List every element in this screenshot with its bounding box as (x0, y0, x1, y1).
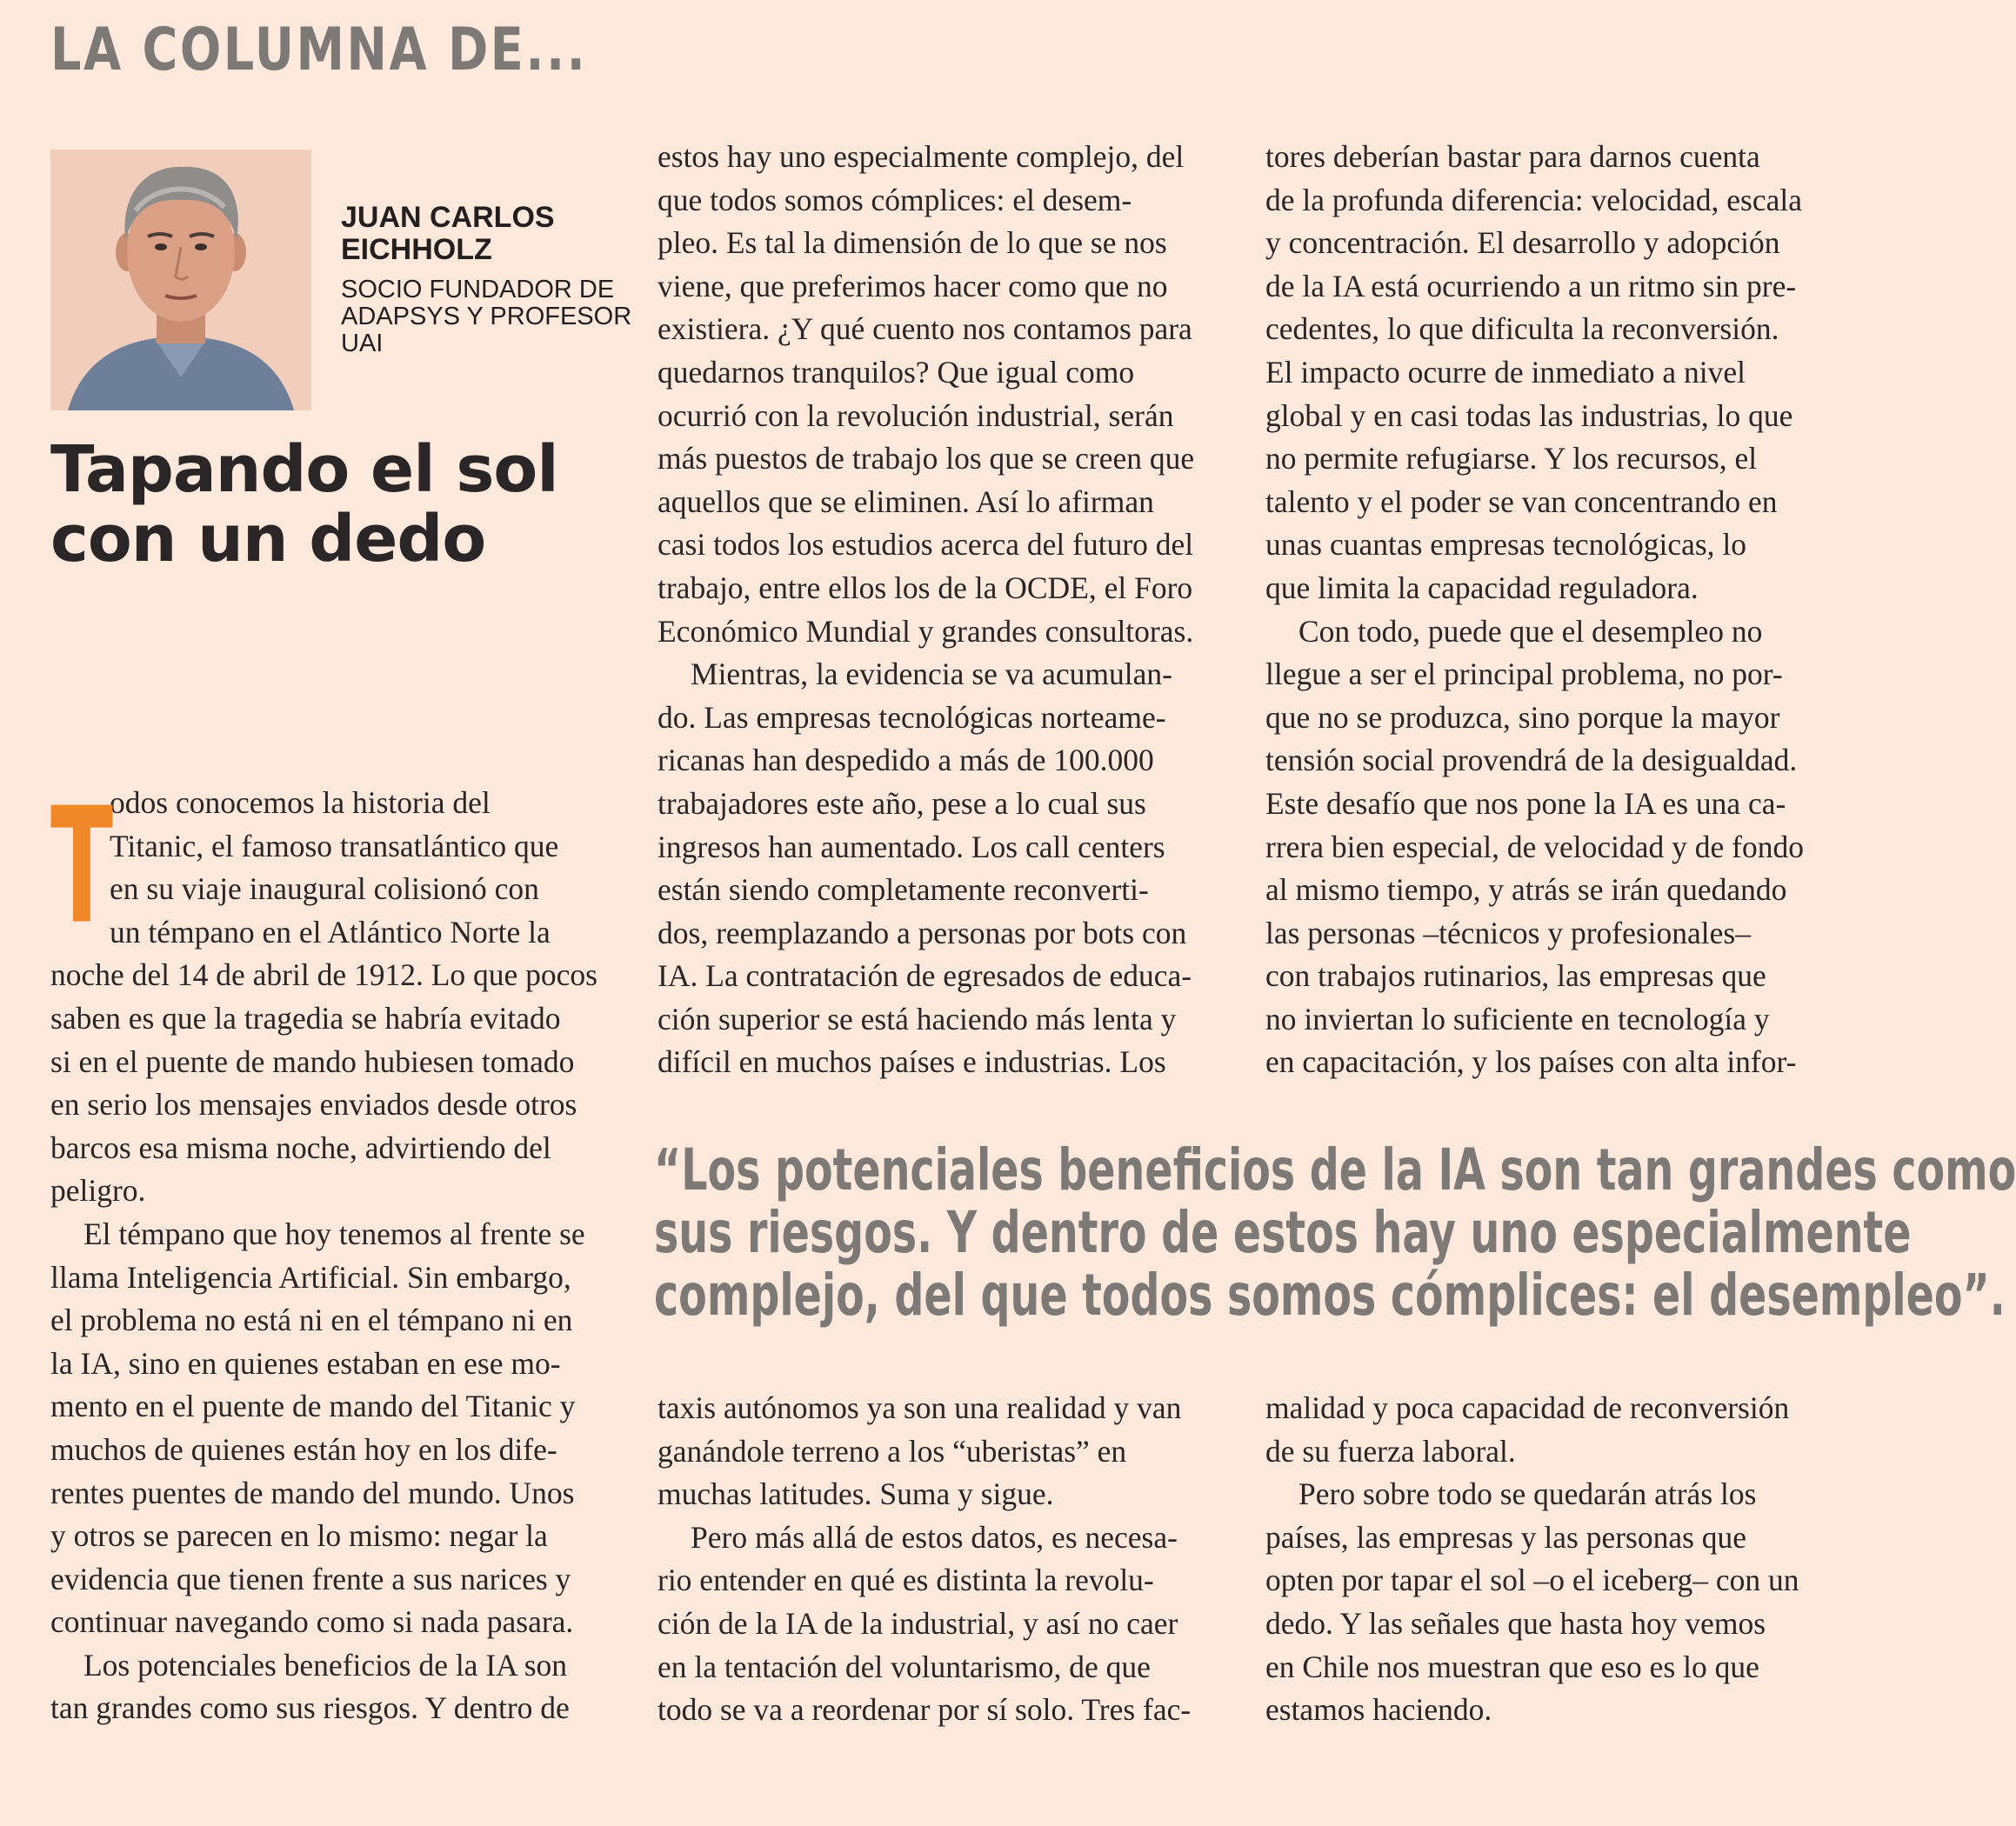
text-line: Con todo, puede que el desempleo no (1298, 613, 1763, 649)
paragraph-6 (1265, 136, 1839, 610)
text-line: estamos haciendo. (1265, 1692, 1492, 1728)
text-line: al mismo tiempo, y atrás se irán quedando (1265, 872, 1787, 908)
text-line: peligro. (50, 1173, 146, 1209)
text-line: malidad y poca capacidad de reconversión (1265, 1390, 1790, 1425)
text-line: en serio los mensajes enviados desde otros (50, 1087, 577, 1123)
text-line: aquellos que se eliminen. Así lo afirman (658, 483, 1154, 519)
text-line: rentes puentes de mando del mundo. Unos (50, 1475, 575, 1510)
text-line: Económico Mundial y grandes consultoras. (658, 613, 1194, 649)
text-line: barcos esa misma noche, advirtiendo del (50, 1130, 551, 1165)
text-line: no inviertan lo suficiente en tecnología y (1265, 1001, 1770, 1036)
author-role-line: SOCIO FUNDADOR DE (341, 276, 615, 303)
text-line: si en el puente de mando hubiesen tomado (50, 1043, 575, 1079)
paragraph-2 (50, 1213, 624, 1644)
text-line: dos, reemplazando a personas por bots con (658, 915, 1187, 950)
text-line: ocurrió con la revolución industrial, serán (658, 397, 1174, 433)
text-line: en su viaje inaugural colisionó con (110, 871, 539, 907)
text-line: do. Las empresas tecnológicas norteame- (658, 699, 1166, 735)
text-line: llama Inteligencia Artificial. Sin embargo, (50, 1259, 571, 1295)
text-line: El impacto ocurre de inmediato a nivel (1265, 354, 1746, 390)
text-line: ingresos han aumentado. Los call centers (658, 829, 1165, 864)
text-line: y concentración. El desarrollo y adopción (1265, 225, 1780, 261)
text-line: en Chile nos muestran que eso es lo que (1265, 1649, 1759, 1684)
column-2-top (658, 136, 1232, 1084)
text-line: en capacitación, y los países con alta infor- (1265, 1044, 1797, 1080)
author-portrait-illustration (50, 150, 311, 410)
author-block (341, 201, 632, 357)
text-line: muchas latitudes. Suma y sigue. (658, 1476, 1054, 1512)
paragraph-3 (50, 1644, 624, 1730)
pull-quote-line: complejo, del que todos somos cómplices: el desempleo”. (654, 1262, 2006, 1329)
paragraph-9 (658, 1516, 1232, 1732)
text-line: ción de la IA de la industrial, y así no caer (658, 1605, 1178, 1641)
text-line: las personas –técnicos y profesionales– (1265, 915, 1751, 950)
section-label: LA COLUMNA DE... (50, 16, 588, 84)
paragraph-11 (1265, 1473, 1839, 1732)
text-line: tensión social provendrá de la desigualdad. (1265, 743, 1798, 778)
paragraph-8 (658, 1387, 1232, 1516)
text-line: quedarnos tranquilos? Que igual como (658, 354, 1135, 390)
text-line: ción superior se está haciendo más lenta y (658, 1001, 1177, 1036)
text-line: ganándole terreno a los “uberistas” en (658, 1433, 1127, 1469)
text-line: rio entender en qué es distinta la revolu- (658, 1563, 1154, 1598)
paragraph-7 (1265, 610, 1839, 1085)
text-line: Mientras, la evidencia se va acumulan- (691, 656, 1172, 692)
text-line: pleo. Es tal la dimensión de lo que se nos (658, 225, 1167, 261)
author-name-line: JUAN CARLOS (341, 201, 555, 234)
text-line: que limita la capacidad reguladora. (1265, 570, 1699, 605)
author-role (341, 276, 632, 357)
text-line: que todos somos cómplices: el desem- (658, 182, 1132, 217)
text-line: más puestos de trabajo los que se creen que (658, 441, 1195, 476)
text-line: mento en el puente de mando del Titanic y (50, 1389, 576, 1424)
article-headline (50, 432, 616, 576)
text-line: todo se va a reordenar por sí solo. Tres fac- (658, 1692, 1192, 1728)
column-3-bottom (1265, 1387, 1839, 1732)
author-name-line: EICHHOLZ (341, 233, 492, 266)
text-line: unas cuantas empresas tecnológicas, lo (1265, 527, 1747, 563)
text-line: evidencia que tienen frente a sus narices y (50, 1561, 571, 1596)
text-line: tores deberían bastar para darnos cuenta (1265, 139, 1760, 174)
headline-line: Tapando el sol (50, 432, 558, 507)
text-line: taxis autónomos ya son una realidad y van (658, 1390, 1182, 1425)
text-line: noche del 14 de abril de 1912. Lo que pocos (50, 957, 597, 993)
text-line: un témpano en el Atlántico Norte la (110, 914, 551, 950)
text-line: de su fuerza laboral. (1265, 1433, 1516, 1469)
paragraph-5 (658, 653, 1232, 1084)
text-line: que no se produzca, sino porque la mayor (1265, 699, 1780, 735)
text-line: de la IA está ocurriendo a un ritmo sin pre- (1265, 268, 1797, 303)
text-line: saben es que la tragedia se habría evitado (50, 1000, 561, 1036)
paragraph-10 (1265, 1387, 1839, 1473)
text-line: están siendo completamente reconverti- (658, 872, 1149, 908)
text-line: con trabajos rutinarios, las empresas que (1265, 958, 1766, 994)
text-line: Titanic, el famoso transatlántico que (110, 828, 559, 863)
text-line: cedentes, lo que dificulta la reconversión. (1265, 311, 1779, 347)
author-name (341, 202, 619, 266)
text-line: IA. La contratación de egresados de educa- (658, 958, 1192, 994)
author-role-line: UAI (341, 330, 384, 357)
text-line: viene, que preferimos hacer como que no (658, 268, 1168, 303)
text-line: no permite refugiarse. Y los recursos, el (1265, 441, 1758, 476)
text-line: casi todos los estudios acerca del futuro del (658, 527, 1194, 563)
text-line: Pero más allá de estos datos, es necesa- (691, 1519, 1178, 1555)
headline-line: con un dedo (50, 502, 486, 576)
text-line: opten por tapar el sol –o el iceberg– con un (1265, 1563, 1799, 1598)
text-line: países, las empresas y las personas que (1265, 1519, 1747, 1555)
text-line: trabajadores este año, pese a lo cual sus (658, 785, 1146, 821)
text-line: dedo. Y las señales que hasta hoy vemos (1265, 1605, 1766, 1641)
text-line: la IA, sino en quienes estaban en ese mo- (50, 1345, 561, 1381)
text-line: y otros se parecen en lo mismo: negar la (50, 1518, 548, 1554)
column-1 (50, 773, 624, 1730)
text-line: en la tentación del voluntarismo, de que (658, 1649, 1151, 1684)
paragraph-1 (50, 773, 624, 1213)
pull-quote-line: sus riesgos. Y dentro de estos hay uno especialmente (654, 1199, 1912, 1266)
text-line: el problema no está ni en el témpano ni en (50, 1303, 573, 1338)
text-line: llegue a ser el principal problema, no por- (1265, 656, 1783, 692)
pull-quote-line: “Los potenciales beneficios de la IA son tan grandes como (654, 1136, 2016, 1203)
text-line: El témpano que hoy tenemos al frente se (83, 1216, 585, 1251)
text-line: Los potenciales beneficios de la IA son (83, 1647, 568, 1683)
column-3-top (1265, 136, 1839, 1084)
paragraph-4 (658, 136, 1232, 653)
text-line: existiera. ¿Y qué cuento nos contamos para (658, 311, 1192, 347)
text-line: estos hay uno especialmente complejo, del (658, 139, 1185, 174)
column-2-bottom (658, 1387, 1232, 1732)
drop-cap (50, 773, 113, 960)
drop-cap-letter: T (50, 773, 113, 960)
text-line: difícil en muchos países e industrias. Los (658, 1044, 1166, 1080)
author-photo (50, 150, 311, 410)
text-line: continuar navegando como si nada pasara. (50, 1604, 574, 1640)
text-line: Este desafío que nos pone la IA es una ca- (1265, 785, 1786, 821)
author-role-line: ADAPSYS Y PROFESOR (341, 303, 632, 330)
text-line: talento y el poder se van concentrando en (1265, 483, 1778, 519)
text-line: muchos de quienes están hoy en los dife- (50, 1431, 557, 1467)
pull-quote (654, 1136, 2016, 1329)
text-line: global y en casi todas las industrias, lo que (1265, 397, 1793, 433)
text-line: tan grandes como sus riesgos. Y dentro de (50, 1690, 570, 1726)
text-line: odos conocemos la historia del (110, 785, 491, 820)
text-line: rrera bien especial, de velocidad y de fondo (1265, 829, 1804, 864)
text-line: ricanas han despedido a más de 100.000 (658, 743, 1154, 778)
text-line: de la profunda diferencia: velocidad, escala (1265, 182, 1802, 217)
text-line: trabajo, entre ellos los de la OCDE, el Foro (658, 570, 1193, 605)
text-line: Pero sobre todo se quedarán atrás los (1298, 1476, 1757, 1512)
